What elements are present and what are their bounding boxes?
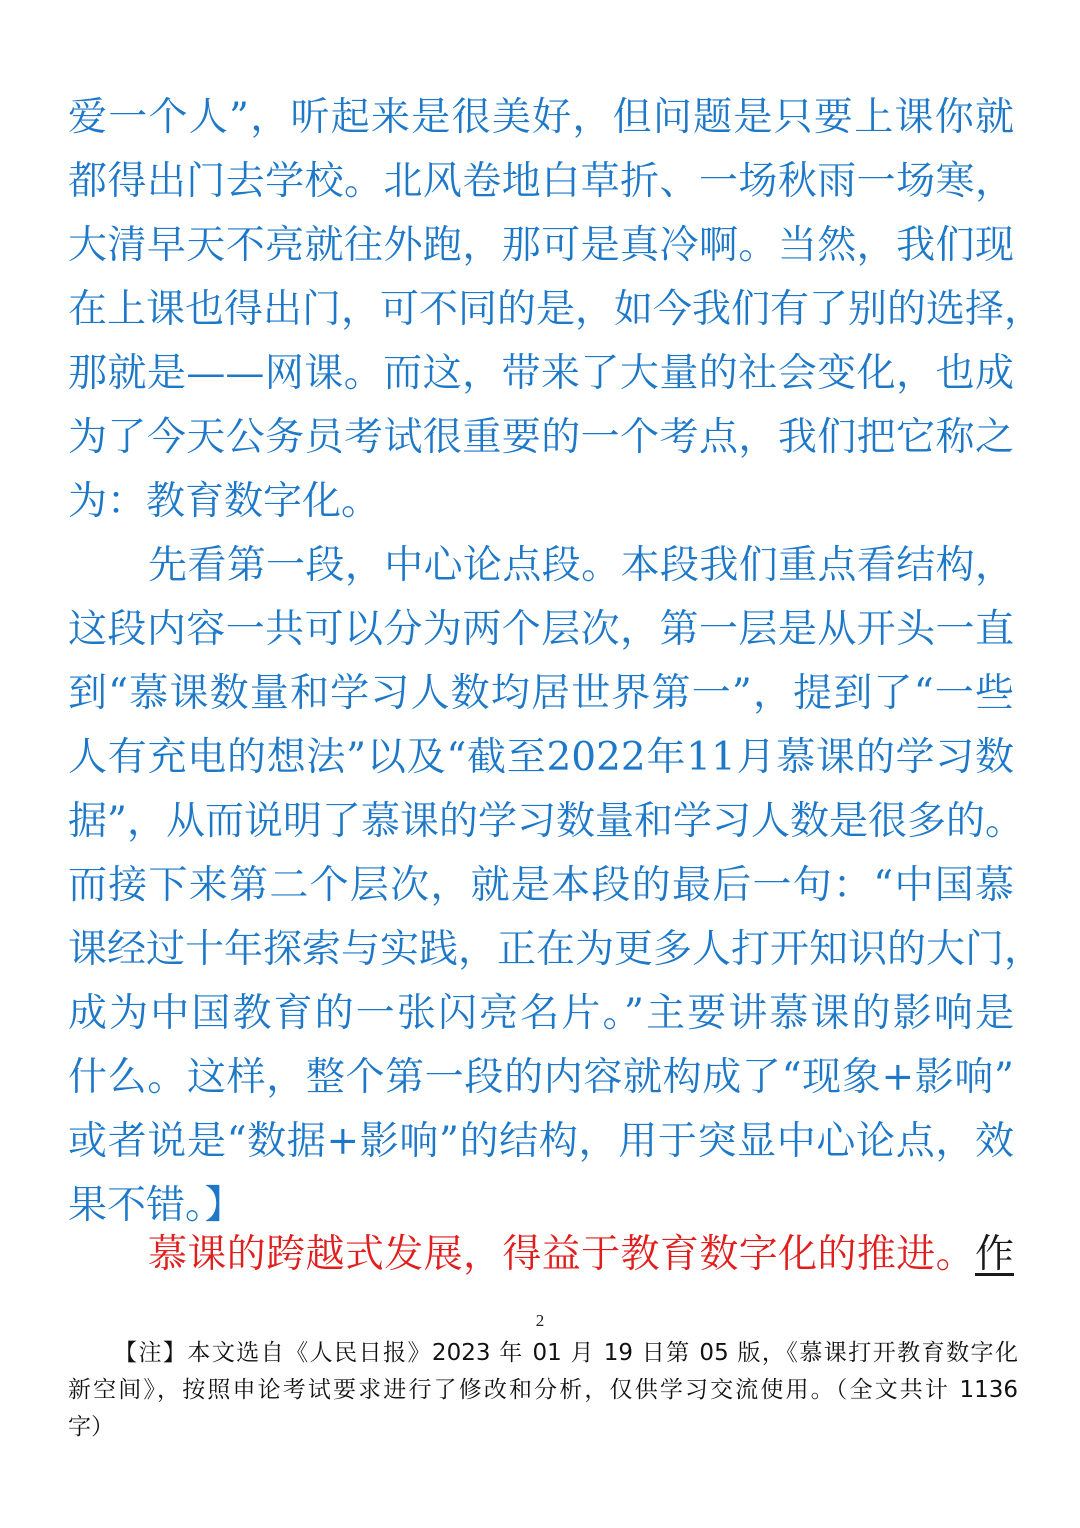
body-line: 什么。这样，整个第一段的内容就构成了“现象+影响”	[68, 1055, 1014, 1100]
body-line: 课经过十年探索与实践，正在为更多人打开知识的大门，	[68, 927, 1044, 972]
body-line: 人有充电的想法”以及“截至2022年11月慕课的学习数	[68, 735, 1014, 780]
body-line: 为：教育数字化。	[68, 479, 381, 524]
body-line: 到“慕课数量和学习人数均居世界第一”，提到了“一些	[68, 671, 1014, 716]
footnote-line: 新空间》，按照申论考试要求进行了修改和分析，仅供学习交流使用。（全文共计 1136	[68, 1377, 1018, 1403]
body-line: 据”，从而说明了慕课的学习数量和学习人数是很多的。	[68, 799, 1024, 844]
body-line: 大清早天不亮就往外跑，那可是真冷啊。当然，我们现	[68, 223, 1014, 268]
footnote-line: 字）	[68, 1414, 114, 1440]
body-line: 而接下来第二个层次，就是本段的最后一句：“中国慕	[68, 863, 1014, 908]
body-line: 果不错。】	[68, 1183, 244, 1228]
body-line: 爱一个人”，听起来是很美好，但问题是只要上课你就	[68, 95, 1014, 140]
highlight-red-text: 慕课的跨越式发展，得益于教育数字化的推进。	[148, 1232, 975, 1277]
article-body	[68, 86, 1044, 1238]
highlighted-sentence	[148, 1223, 1014, 1287]
footnote	[68, 1335, 1018, 1446]
body-line: 或者说是“数据+影响”的结构，用于突显中心论点，效	[68, 1119, 1014, 1164]
body-line: 这段内容一共可以分为两个层次，第一层是从开头一直	[68, 607, 1014, 652]
body-line: 那就是——网课。而这，带来了大量的社会变化，也成	[68, 351, 1014, 396]
body-line: 在上课也得出门，可不同的是，如今我们有了别的选择，	[68, 287, 1044, 332]
page-number: 2	[535, 1311, 545, 1330]
body-line: 都得出门去学校。北风卷地白草折、一场秋雨一场寒，	[68, 159, 1014, 204]
highlight-tail-text: 作	[974, 1232, 1014, 1277]
body-line: 先看第一段，中心论点段。本段我们重点看结构，	[148, 543, 1014, 588]
footnote-line: 【注】本文选自《人民日报》2023 年 01 月 19 日第 05 版，《慕课打开教育数字化	[114, 1340, 1018, 1366]
body-line: 为了今天公务员考试很重要的一个考点，我们把它称之	[68, 415, 1014, 460]
body-line: 成为中国教育的一张闪亮名片。”主要讲慕课的影响是	[68, 991, 1014, 1036]
